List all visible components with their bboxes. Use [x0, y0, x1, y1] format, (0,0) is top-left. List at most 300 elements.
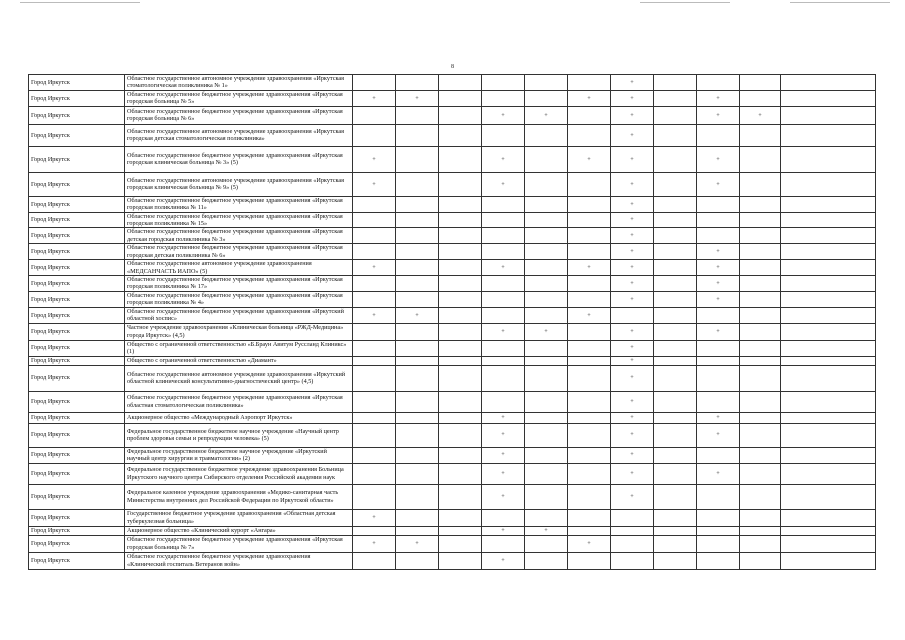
table-row	[29, 212, 876, 228]
mark-cell	[654, 276, 697, 292]
empty-cell	[781, 244, 876, 260]
mark-cell	[439, 276, 482, 292]
mark-cell	[740, 463, 781, 484]
mark-cell: +	[568, 535, 611, 552]
empty-cell	[781, 356, 876, 365]
mark-cell	[439, 228, 482, 244]
mark-cell	[353, 463, 396, 484]
mark-cell: +	[611, 244, 654, 260]
mark-cell	[396, 412, 439, 423]
empty-cell	[781, 291, 876, 307]
mark-cell	[568, 124, 611, 146]
mark-cell	[482, 356, 525, 365]
mark-cell	[396, 447, 439, 463]
organization-cell: Областное государственное бюджетное учреждение здравоохранения «Иркутская городская больница № 7»	[125, 535, 353, 552]
mark-cell	[482, 509, 525, 526]
mark-cell	[740, 212, 781, 228]
mark-cell: +	[697, 463, 740, 484]
mark-cell: +	[568, 146, 611, 172]
mark-cell: +	[697, 90, 740, 106]
mark-cell	[525, 146, 568, 172]
mark-cell: +	[611, 75, 654, 91]
mark-cell	[439, 244, 482, 260]
mark-cell: +	[482, 106, 525, 124]
mark-cell	[439, 172, 482, 196]
scan-edge-line	[640, 2, 730, 3]
mark-cell	[654, 196, 697, 212]
mark-cell: +	[611, 463, 654, 484]
mark-cell	[740, 447, 781, 463]
table-row	[29, 391, 876, 412]
mark-cell	[568, 447, 611, 463]
mark-cell	[396, 75, 439, 91]
mark-cell: +	[353, 146, 396, 172]
city-cell: Город Иркутск	[29, 276, 125, 292]
mark-cell	[654, 356, 697, 365]
mark-cell	[396, 244, 439, 260]
medical-organizations-table	[28, 74, 876, 570]
city-cell: Город Иркутск	[29, 423, 125, 447]
mark-cell	[439, 323, 482, 340]
mark-cell: +	[568, 260, 611, 276]
city-cell: Город Иркутск	[29, 212, 125, 228]
mark-cell: +	[568, 90, 611, 106]
mark-cell: +	[611, 172, 654, 196]
mark-cell	[654, 75, 697, 91]
mark-cell	[482, 228, 525, 244]
mark-cell	[439, 526, 482, 535]
table-row	[29, 323, 876, 340]
mark-cell: +	[697, 146, 740, 172]
mark-cell	[740, 124, 781, 146]
mark-cell	[697, 196, 740, 212]
mark-cell	[525, 124, 568, 146]
mark-cell	[525, 412, 568, 423]
city-cell: Город Иркутск	[29, 196, 125, 212]
table-row	[29, 228, 876, 244]
organization-cell: Областное государственное бюджетное учреждение здравоохранения «Иркутский областной хоспис»	[125, 307, 353, 323]
mark-cell	[568, 391, 611, 412]
mark-cell	[353, 291, 396, 307]
mark-cell	[439, 484, 482, 509]
organization-cell: Государственное бюджетное учреждение здравоохранения «Областная детская туберкулезная больница»	[125, 509, 353, 526]
organization-cell: Акционерное общество «Международный Аэропорт Иркутск»	[125, 412, 353, 423]
organization-cell: Областное государственное бюджетное учреждение здравоохранения «Иркутская городская поликлиника № 15»	[125, 212, 353, 228]
mark-cell	[353, 412, 396, 423]
mark-cell: +	[482, 412, 525, 423]
mark-cell	[740, 323, 781, 340]
mark-cell	[654, 365, 697, 391]
mark-cell	[697, 484, 740, 509]
mark-cell	[654, 447, 697, 463]
mark-cell: +	[482, 172, 525, 196]
mark-cell	[482, 196, 525, 212]
mark-cell: +	[697, 423, 740, 447]
mark-cell	[568, 484, 611, 509]
organization-cell: Акционерное общество «Клинический курорт «Ангара»	[125, 526, 353, 535]
mark-cell	[568, 244, 611, 260]
mark-cell	[740, 535, 781, 552]
mark-cell: +	[353, 535, 396, 552]
organization-cell: Областное государственное бюджетное учреждение здравоохранения «Иркутская городская больница № 5»	[125, 90, 353, 106]
mark-cell	[482, 340, 525, 356]
organization-cell: Областное государственное бюджетное учреждение здравоохранения «Иркутская городская детская поликлиника № 6»	[125, 244, 353, 260]
mark-cell	[525, 75, 568, 91]
empty-cell	[781, 526, 876, 535]
mark-cell	[482, 391, 525, 412]
mark-cell	[525, 212, 568, 228]
mark-cell: +	[611, 447, 654, 463]
mark-cell	[439, 356, 482, 365]
empty-cell	[781, 423, 876, 447]
table-row	[29, 106, 876, 124]
mark-cell	[439, 391, 482, 412]
mark-cell	[396, 356, 439, 365]
mark-cell	[482, 307, 525, 323]
table-row	[29, 447, 876, 463]
mark-cell	[525, 423, 568, 447]
mark-cell	[654, 106, 697, 124]
mark-cell	[396, 106, 439, 124]
mark-cell	[654, 90, 697, 106]
mark-cell: +	[611, 340, 654, 356]
table-row	[29, 412, 876, 423]
mark-cell	[353, 526, 396, 535]
mark-cell	[396, 391, 439, 412]
table-row	[29, 463, 876, 484]
empty-cell	[781, 391, 876, 412]
mark-cell	[568, 291, 611, 307]
city-cell: Город Иркутск	[29, 75, 125, 91]
mark-cell	[396, 484, 439, 509]
mark-cell	[396, 340, 439, 356]
mark-cell	[353, 484, 396, 509]
mark-cell	[525, 356, 568, 365]
mark-cell	[740, 196, 781, 212]
empty-cell	[781, 228, 876, 244]
empty-cell	[781, 447, 876, 463]
mark-cell	[740, 276, 781, 292]
mark-cell	[439, 146, 482, 172]
mark-cell	[353, 365, 396, 391]
mark-cell	[525, 228, 568, 244]
mark-cell: +	[697, 260, 740, 276]
mark-cell	[654, 340, 697, 356]
table-row	[29, 196, 876, 212]
mark-cell: +	[482, 552, 525, 569]
mark-cell	[740, 172, 781, 196]
mark-cell: +	[482, 323, 525, 340]
mark-cell	[353, 340, 396, 356]
mark-cell	[740, 365, 781, 391]
city-cell: Город Иркутск	[29, 307, 125, 323]
mark-cell	[654, 526, 697, 535]
mark-cell: +	[611, 260, 654, 276]
mark-cell	[611, 509, 654, 526]
mark-cell	[439, 463, 482, 484]
mark-cell: +	[697, 412, 740, 423]
mark-cell	[482, 365, 525, 391]
empty-cell	[781, 212, 876, 228]
city-cell: Город Иркутск	[29, 509, 125, 526]
mark-cell	[353, 106, 396, 124]
mark-cell: +	[482, 463, 525, 484]
mark-cell: +	[697, 172, 740, 196]
mark-cell	[568, 106, 611, 124]
mark-cell	[568, 463, 611, 484]
mark-cell: +	[525, 106, 568, 124]
city-cell: Город Иркутск	[29, 365, 125, 391]
empty-cell	[781, 106, 876, 124]
mark-cell	[740, 423, 781, 447]
organization-cell: Областное государственное автономное учреждение здравоохранения «Иркутская стоматологическая поликлиника № 1»	[125, 75, 353, 91]
table-row	[29, 124, 876, 146]
mark-cell	[439, 340, 482, 356]
mark-cell	[439, 423, 482, 447]
mark-cell	[439, 365, 482, 391]
table-row	[29, 75, 876, 91]
mark-cell	[740, 260, 781, 276]
city-cell: Город Иркутск	[29, 356, 125, 365]
mark-cell	[740, 356, 781, 365]
mark-cell	[611, 552, 654, 569]
organization-cell: Областное государственное бюджетное учреждение здравоохранения «Иркутская городская поликлиника № 11»	[125, 196, 353, 212]
mark-cell	[353, 323, 396, 340]
mark-cell	[353, 244, 396, 260]
mark-cell	[396, 260, 439, 276]
mark-cell	[439, 291, 482, 307]
mark-cell: +	[396, 535, 439, 552]
organization-cell: Областное государственное автономное учреждение здравоохранения «Иркутский областной клинический консультативно-диагностический центр» (4,5)	[125, 365, 353, 391]
mark-cell	[568, 356, 611, 365]
mark-cell	[525, 509, 568, 526]
mark-cell	[654, 323, 697, 340]
table-row	[29, 535, 876, 552]
mark-cell	[439, 196, 482, 212]
mark-cell	[740, 75, 781, 91]
city-cell: Город Иркутск	[29, 291, 125, 307]
mark-cell	[697, 228, 740, 244]
mark-cell	[396, 196, 439, 212]
mark-cell: +	[353, 307, 396, 323]
mark-cell	[525, 365, 568, 391]
mark-cell	[568, 75, 611, 91]
city-cell: Город Иркутск	[29, 412, 125, 423]
empty-cell	[781, 412, 876, 423]
mark-cell	[353, 356, 396, 365]
mark-cell	[525, 90, 568, 106]
mark-cell: +	[482, 146, 525, 172]
mark-cell: +	[396, 307, 439, 323]
mark-cell: +	[482, 526, 525, 535]
table-row	[29, 172, 876, 196]
mark-cell	[353, 447, 396, 463]
mark-cell	[740, 509, 781, 526]
scan-edge-line	[790, 2, 890, 3]
mark-cell	[568, 228, 611, 244]
mark-cell	[740, 391, 781, 412]
city-cell: Город Иркутск	[29, 323, 125, 340]
mark-cell: +	[611, 412, 654, 423]
mark-cell	[396, 365, 439, 391]
mark-cell	[697, 391, 740, 412]
mark-cell	[439, 212, 482, 228]
mark-cell	[353, 391, 396, 412]
mark-cell: +	[611, 323, 654, 340]
mark-cell: +	[611, 124, 654, 146]
mark-cell	[396, 323, 439, 340]
empty-cell	[781, 260, 876, 276]
mark-cell	[396, 228, 439, 244]
empty-cell	[781, 307, 876, 323]
mark-cell	[482, 291, 525, 307]
mark-cell	[568, 276, 611, 292]
mark-cell	[654, 244, 697, 260]
mark-cell	[396, 463, 439, 484]
mark-cell	[697, 509, 740, 526]
city-cell: Город Иркутск	[29, 552, 125, 569]
table-row	[29, 356, 876, 365]
mark-cell	[654, 412, 697, 423]
mark-cell	[482, 535, 525, 552]
mark-cell	[740, 307, 781, 323]
organization-cell: Областное государственное бюджетное учреждение здравоохранения «Иркутская городская больница № 6»	[125, 106, 353, 124]
mark-cell: +	[697, 244, 740, 260]
mark-cell	[740, 291, 781, 307]
city-cell: Город Иркутск	[29, 228, 125, 244]
mark-cell	[396, 526, 439, 535]
mark-cell	[525, 552, 568, 569]
mark-cell	[525, 172, 568, 196]
scan-edge-line	[20, 2, 140, 3]
city-cell: Город Иркутск	[29, 90, 125, 106]
organization-cell: Областное государственное бюджетное учреждение здравоохранения «Иркутская городская поликлиника № 4»	[125, 291, 353, 307]
mark-cell	[740, 146, 781, 172]
mark-cell: +	[353, 90, 396, 106]
organization-cell: Общество с ограниченной ответственностью «Б.Браун Авитум Руссланд Клиникс» (1)	[125, 340, 353, 356]
mark-cell	[353, 75, 396, 91]
mark-cell	[740, 340, 781, 356]
mark-cell	[396, 291, 439, 307]
empty-cell	[781, 323, 876, 340]
mark-cell	[525, 447, 568, 463]
mark-cell: +	[611, 106, 654, 124]
table-row	[29, 244, 876, 260]
mark-cell	[611, 307, 654, 323]
mark-cell	[697, 552, 740, 569]
mark-cell	[396, 509, 439, 526]
empty-cell	[781, 90, 876, 106]
mark-cell: +	[525, 526, 568, 535]
mark-cell: +	[353, 509, 396, 526]
table-row	[29, 423, 876, 447]
city-cell: Город Иркутск	[29, 535, 125, 552]
mark-cell	[396, 124, 439, 146]
mark-cell	[525, 340, 568, 356]
mark-cell	[525, 484, 568, 509]
mark-cell	[568, 196, 611, 212]
city-cell: Город Иркутск	[29, 146, 125, 172]
organization-cell: Областное государственное бюджетное учреждение здравоохранения «Иркутская городская клиническая больница № 3» (5)	[125, 146, 353, 172]
city-cell: Город Иркутск	[29, 260, 125, 276]
mark-cell: +	[611, 276, 654, 292]
mark-cell	[525, 196, 568, 212]
mark-cell	[740, 552, 781, 569]
mark-cell	[439, 509, 482, 526]
mark-cell	[697, 447, 740, 463]
mark-cell: +	[611, 484, 654, 509]
mark-cell	[353, 552, 396, 569]
city-cell: Город Иркутск	[29, 244, 125, 260]
empty-cell	[781, 552, 876, 569]
mark-cell	[482, 244, 525, 260]
mark-cell: +	[482, 260, 525, 276]
table-body	[29, 75, 876, 570]
mark-cell	[353, 423, 396, 447]
empty-cell	[781, 463, 876, 484]
empty-cell	[781, 535, 876, 552]
table-row	[29, 276, 876, 292]
empty-cell	[781, 75, 876, 91]
city-cell: Город Иркутск	[29, 463, 125, 484]
mark-cell	[740, 228, 781, 244]
mark-cell	[654, 391, 697, 412]
table-row	[29, 526, 876, 535]
mark-cell	[396, 146, 439, 172]
mark-cell	[439, 90, 482, 106]
mark-cell	[697, 535, 740, 552]
organization-cell: Областное государственное бюджетное учреждение здравоохранения «Клинический госпиталь Ветеранов войн»	[125, 552, 353, 569]
page-number: 8	[451, 64, 454, 70]
mark-cell: +	[611, 365, 654, 391]
mark-cell	[482, 276, 525, 292]
mark-cell	[353, 276, 396, 292]
empty-cell	[781, 340, 876, 356]
mark-cell: +	[611, 146, 654, 172]
mark-cell	[697, 365, 740, 391]
mark-cell	[525, 244, 568, 260]
mark-cell	[740, 526, 781, 535]
mark-cell	[525, 307, 568, 323]
empty-cell	[781, 509, 876, 526]
mark-cell	[697, 124, 740, 146]
mark-cell	[740, 484, 781, 509]
organization-cell: Областное государственное бюджетное учреждение здравоохранения «Иркутская городская поликлиника № 17»	[125, 276, 353, 292]
mark-cell: +	[611, 423, 654, 447]
mark-cell	[482, 75, 525, 91]
mark-cell	[568, 423, 611, 447]
mark-cell	[396, 552, 439, 569]
mark-cell	[740, 412, 781, 423]
mark-cell: +	[353, 260, 396, 276]
mark-cell: +	[740, 106, 781, 124]
mark-cell	[396, 276, 439, 292]
mark-cell	[611, 535, 654, 552]
organization-cell: Федеральное государственное бюджетное научное учреждение «Научный центр проблем здоровья семьи и репродукции человека» (5)	[125, 423, 353, 447]
table-row	[29, 146, 876, 172]
mark-cell	[439, 124, 482, 146]
mark-cell	[439, 535, 482, 552]
empty-cell	[781, 276, 876, 292]
mark-cell	[396, 423, 439, 447]
mark-cell	[654, 172, 697, 196]
mark-cell: +	[697, 291, 740, 307]
mark-cell	[525, 535, 568, 552]
mark-cell	[568, 552, 611, 569]
mark-cell	[439, 307, 482, 323]
mark-cell	[654, 124, 697, 146]
mark-cell	[654, 146, 697, 172]
